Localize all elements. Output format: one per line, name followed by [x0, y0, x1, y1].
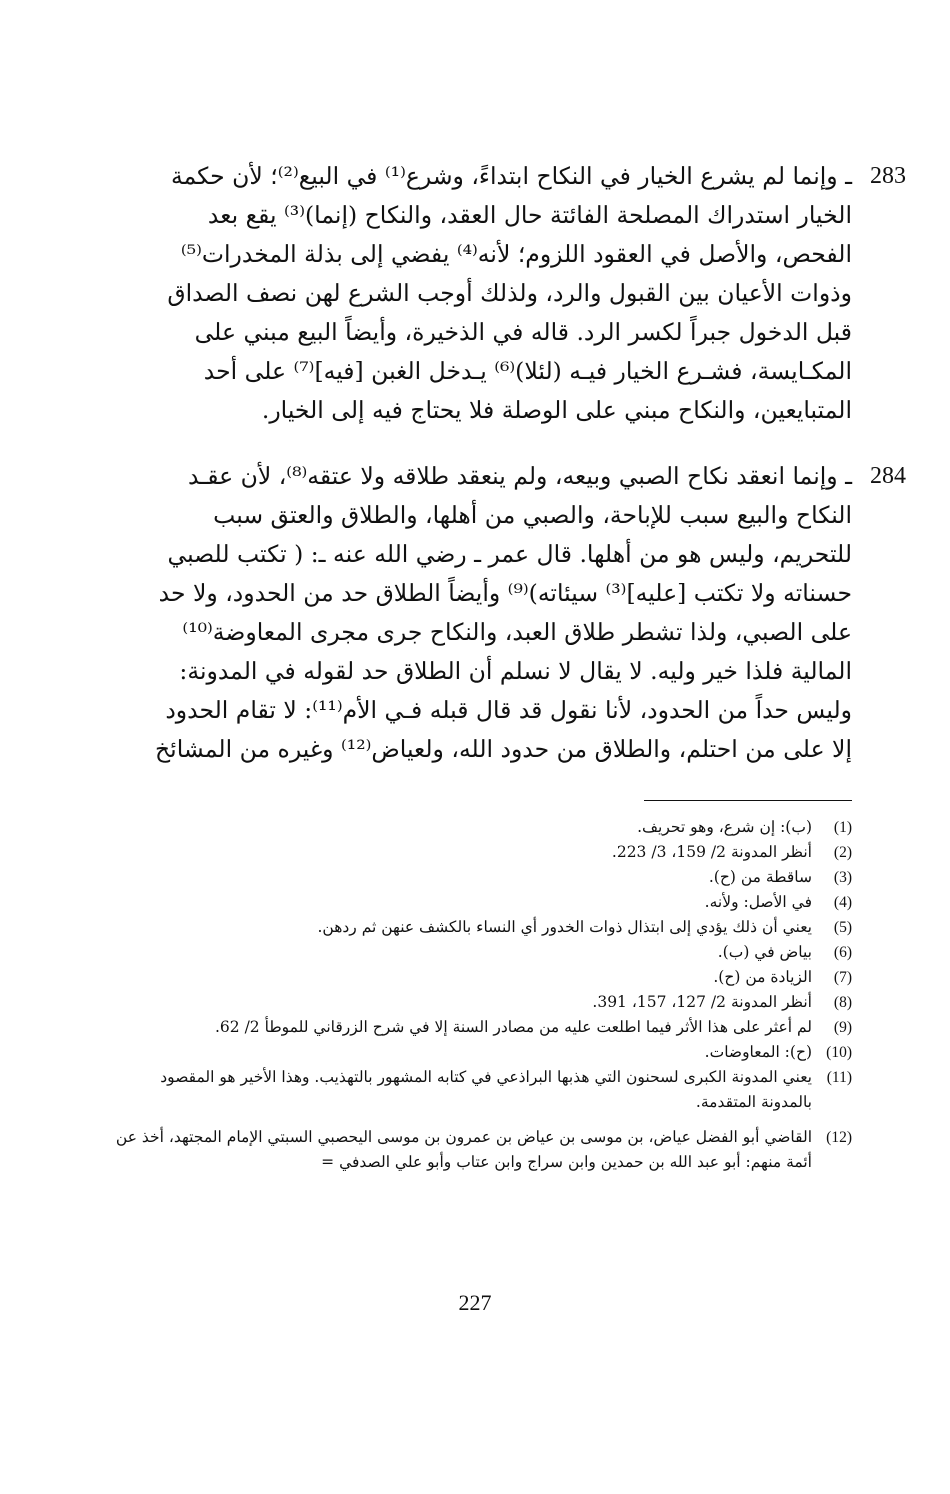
paragraph-line: الفحص، والأصل في العقود اللزوم؛ لأنه⁽⁴⁾ يفضي إلى بذلة المخدرات⁽⁵⁾ [180, 240, 852, 268]
footnote [112, 815, 852, 840]
paragraph-line: المكـايسة، فشـرع الخيار فيـه (لئلا)⁽⁶⁾ يـدخل الغبن [فيه]⁽⁷⁾ على أحد [203, 357, 852, 385]
paragraph-line: قبل الدخول جبراً لكسر الرد. قاله في الذخيرة، وأيضاً البيع مبني على [194, 318, 852, 346]
paragraph-line: إلا على من احتلم، والطلاق من حدود الله، ولعياض⁽¹²⁾ وغيره من المشائخ [155, 735, 852, 763]
footnote-text: لم أعثر على هذا الأثر فيما اطلعت عليه من مصادر السنة إلا في شرح الزرقاني للموطأ 2/ 62. [214, 1018, 812, 1036]
paragraph-line: وذوات الأعيان بين القبول والرد، ولذلك أوجب الشرع لهن نصف الصداق [167, 279, 852, 307]
paragraph-line: على الصبي، ولذا تشطر طلاق العبد، والنكاح جرى مجرى المعاوضة⁽¹⁰⁾ [182, 618, 852, 646]
paragraph-line: حسناته ولا تكتب [عليه]⁽³⁾ سيئاته)⁽⁹⁾ وأيضاً الطلاق حد من الحدود، ولا حد [158, 579, 852, 607]
paragraph-283 [88, 157, 906, 430]
footnote [112, 1065, 852, 1115]
footnote [112, 890, 852, 915]
footnote [112, 1015, 852, 1040]
page-number: 227 [458, 1290, 492, 1315]
footnote [112, 915, 852, 940]
paragraph-line: المالية فلذا خير وليه. لا يقال لا نسلم أن الطلاق حد لقوله في المدونة: [179, 657, 852, 685]
footnote-number: (6) [833, 944, 852, 961]
footnote-number: (3) [833, 869, 852, 886]
paragraph-line: النكاح والبيع سبب للإباحة، والصبي من أهلها، والطلاق والعتق سبب [213, 501, 852, 529]
footnote-number: (4) [833, 894, 852, 911]
footnote-number: (11) [826, 1069, 852, 1086]
footnote-text: في الأصل: ولأنه. [704, 893, 812, 911]
paragraph-284 [88, 457, 906, 769]
paragraph-line-text: ـ وإنما لم يشرع الخيار في النكاح ابتداءً، وشرع⁽¹⁾ في البيع⁽²⁾؛ لأن حكمة [170, 162, 852, 190]
paragraph-line: وليس حداً من الحدود، لأنا نقول قد قال قبله فـي الأم⁽¹¹⁾: لا تقام الحدود [165, 696, 852, 724]
footnote [112, 865, 852, 890]
footnote-text: يعني المدونة الكبرى لسحنون التي هذبها البراذعي في كتابه المشهور بالتهذيب. وهذا الأخير هو المقصود بالمدونة المتقدمة. [160, 1068, 812, 1111]
footnote-separator [644, 800, 852, 801]
footnote-number: (7) [833, 969, 852, 986]
footnote [112, 940, 852, 965]
footnote [112, 840, 852, 865]
footnote [112, 1125, 852, 1175]
footnote-number: (10) [826, 1044, 852, 1061]
footnote [112, 990, 852, 1015]
footnote-number: (12) [826, 1129, 852, 1146]
footnote-text: القاضي أبو الفضل عياض، بن موسى بن عياض بن عمرون بن موسى اليحصبي السبتي الإمام المجتهد، أخذ عن أئمة منهم: أبو عبد الله بن حمدين وابن سراج وابن عتاب وأبو علي الصدفي = [115, 1128, 812, 1171]
paragraph-line [88, 457, 906, 496]
paragraph-line: المتبايعين، والنكاح مبني على الوصلة فلا يحتاج فيه إلى الخيار. [261, 396, 852, 424]
paragraph-line: الخيار استدراك المصلحة الفائتة حال العقد، والنكاح (إنما)⁽³⁾ يقع بعد [207, 201, 852, 229]
paragraph-number: 284 [870, 463, 906, 489]
footnote-number: (9) [833, 1019, 852, 1036]
footnote-number: (8) [833, 994, 852, 1011]
footnote [112, 1040, 852, 1065]
paragraph-line-text: ـ وإنما انعقد نكاح الصبي وبيعه، ولم ينعقد طلاقه ولا عتقه⁽⁸⁾، لأن عقـد [187, 462, 852, 490]
paragraph-number: 283 [870, 163, 906, 189]
footnote-text: ساقطة من (ح). [708, 868, 812, 886]
footnote-number: (2) [833, 844, 852, 861]
footnote-text: أنظر المدونة 2/ 127، 157، 391. [592, 993, 812, 1011]
footnote-number: (5) [833, 919, 852, 936]
footnote-number: (1) [833, 819, 852, 836]
footnote [112, 965, 852, 990]
paragraph-line [88, 157, 906, 196]
footnote-text: (ح): المعاوضات. [704, 1043, 812, 1061]
footnote-text: بياض في (ب). [717, 943, 812, 961]
footnotes [112, 815, 852, 1175]
paragraph-line: للتحريم، وليس هو من أهلها. قال عمر ـ رضي الله عنه ـ: ( تكتب للصبي [167, 540, 852, 568]
footnote-text: أنظر المدونة 2/ 159، 3/ 223. [611, 843, 812, 861]
footnote-text: (ب): إن شرع، وهو تحريف. [637, 818, 812, 836]
footnote-text: يعني أن ذلك يؤدي إلى ابتذال ذوات الخدور أي النساء بالكشف عنهن ثم ردهن. [317, 918, 812, 936]
footnote-text: الزيادة من (ح). [713, 968, 812, 986]
